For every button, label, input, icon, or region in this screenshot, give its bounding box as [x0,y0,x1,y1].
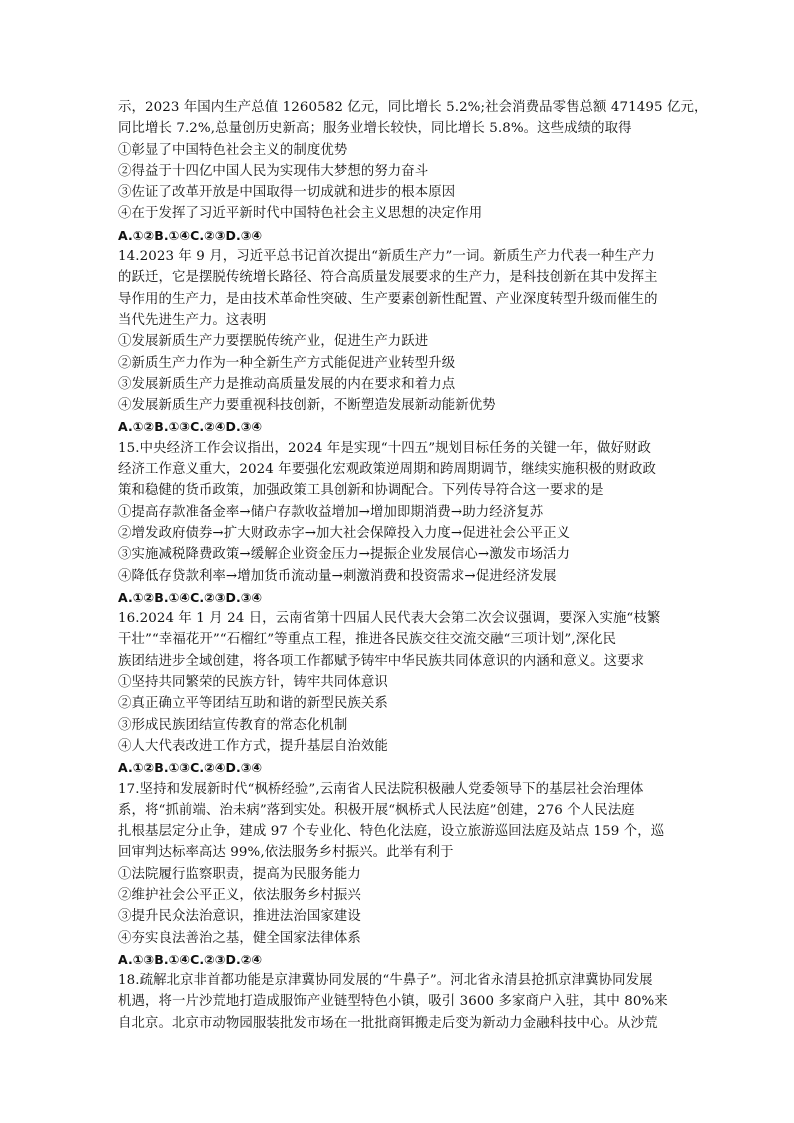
question-13-option-3: ③佐证了改革开放是中国取得一切成就和进步的根本原因 [118,185,456,201]
question-16-text-line-1: 16.2024 年 1 月 24 日，云南省第十四届人民代表大会第二次会议强调，要深入实施“枝繁 [118,611,661,627]
question-14-answer-choices: A.①②B.①③C.②④D.③④ [118,419,263,435]
question-16-text-line-2: 干壮”“幸福花开”“石榴红”等重点工程，推进各民族交往交流交融“三项计划”,深化民 [118,632,617,648]
question-13-option-2: ②得益于十四亿中国人民为实现伟大梦想的努力奋斗 [118,163,429,179]
question-15-option-4: ④降低存贷款利率→增加货币流动量→刺激消费和投资需求→促进经济发展 [118,568,557,584]
question-15-text-line-3: 策和稳健的货币政策，加强政策工具创新和协调配合。下列传导符合这一要求的是 [118,483,604,499]
document-page [118,97,708,1034]
question-18-text-line-3: 自北京。北京市动物园服装批发市场在一批批商铒搬走后变为新动力金融科技中心。从沙荒 [118,1015,658,1031]
question-13-option-4: ④在于发挥了习近平新时代中国特色社会主义思想的决定作用 [118,206,483,222]
question-13-text-line-2: 同比增长 7.2%,总量创历史新高；服务业增长较快，同比增长 5.8%。这些成绩的取得 [118,121,632,137]
question-17-text-line-3: 扎根基层定分止争，建成 97 个专业化、特色化法庭，设立旅游巡回法庭及站点 159 个，巡 [118,824,665,840]
question-17-text-line-2: 系，将“抓前端、治未病”落到实处。积极开展“枫桥式人民法庭”创建，276 个人民法庭 [118,802,635,818]
question-13-continued [118,97,708,246]
question-14-text-line-4: 当代先进生产力。这表明 [118,312,267,328]
question-17-option-1: ①法院履行监察职责，提高为民服务能力 [118,866,361,882]
question-13-answer-choices: A.①②B.①④C.②③D.③④ [118,227,263,243]
question-14 [118,246,680,438]
question-16-option-1: ①坚持共同繁荣的民族方针，铸牢共同体意识 [118,675,388,691]
question-18 [118,970,680,1034]
question-17-option-3: ③提升民众法治意识，推进法治国家建设 [118,909,361,925]
question-14-text-line-3: 导作用的生产力，是由技术革命性突破、生产要素创新性配置、产业深度转型升级而催生的 [118,291,658,307]
question-16-option-3: ③形成民族团结宣传教育的常态化机制 [118,717,348,733]
question-13-option-1: ①彰显了中国特色社会主义的制度优势 [118,142,348,158]
question-17-option-2: ②维护社会公平正义，依法服务乡村振兴 [118,887,361,903]
question-14-option-3: ③发展新质生产力是推动高质量发展的内在要求和着力点 [118,376,456,392]
question-17-text-line-4: 回审判达标率高达 99%,依法服务乡村振兴。此举有利于 [118,845,454,861]
question-15-option-3: ③实施减税降费政策→缓解企业资金压力→提振企业发展信心→激发市场活力 [118,547,571,563]
question-16-answer-choices: A.①②B.①③C.②④D.③④ [118,760,263,776]
question-15-answer-choices: A.①②B.①④C.②③D.③④ [118,589,263,605]
question-15 [118,438,680,608]
question-16-option-2: ②真正确立平等团结互助和谐的新型民族关系 [118,696,388,712]
question-17-text-line-1: 17.坚持和发展新时代“枫桥经验”,云南省人民法院积极融人党委领导下的基层社会治理体 [118,781,644,797]
question-15-text-line-1: 15.中央经济工作会议指出，2024 年是实现“十四五”规划目标任务的关键一年，做好财政 [118,440,651,456]
question-16-text-line-3: 族团结进步全域创建，将各项工作都赋予铸牢中华民族共同体意识的内涵和意义。这要求 [118,653,645,669]
question-14-option-4: ④发展新质生产力要重视科技创新，不断塑造发展新动能新优势 [118,398,496,414]
question-15-text-line-2: 经济工作意义重大，2024 年要强化宏观政策逆周期和跨周期调节，继续实施积极的财政政 [118,462,656,478]
question-16-option-4: ④人大代表改进工作方式，提升基层自治效能 [118,738,388,754]
question-15-option-1: ①提高存款准备金率→储户存款收益增加→增加即期消费→助力经济复苏 [118,504,544,520]
question-17 [118,779,680,971]
question-14-text-line-1: 14.2023 年 9 月，习近平总书记首次提出“新质生产力”一词。新质生产力代表一种生产力 [118,249,655,265]
question-17-answer-choices: A.①③B.①④C.②③D.②④ [118,951,263,967]
question-18-text-line-1: 18.疏解北京非首都功能是京津冀协同发展的“牛鼻子”。河北省永清县抢抓京津冀协同发展 [118,973,653,989]
question-16 [118,608,680,778]
question-15-option-2: ②增发政府债券→扩大财政赤字→加大社会保障投入力度→促进社会公平正义 [118,525,571,541]
question-14-option-1: ①发展新质生产力要摆脱传统产业，促进生产力跃进 [118,334,429,350]
question-14-option-2: ②新质生产力作为一种全新生产方式能促进产业转型升级 [118,355,456,371]
question-17-option-4: ④夯实良法善治之基，健全国家法律体系 [118,930,361,946]
question-18-text-line-2: 机遇，将一片沙荒地打造成服饰产业链型特色小镇，吸引 3600 多家商户入驻，其中 80%来 [118,994,668,1010]
question-13-text-line-1: 示，2023 年国内生产总值 1260582 亿元，同比增长 5.2%;社会消费品零售总额 471495 亿元， [118,100,708,115]
question-14-text-line-2: 的跃迁，它是摆脱传统增长路径、符合高质量发展要求的生产力，是科技创新在其中发挥主 [118,270,658,286]
